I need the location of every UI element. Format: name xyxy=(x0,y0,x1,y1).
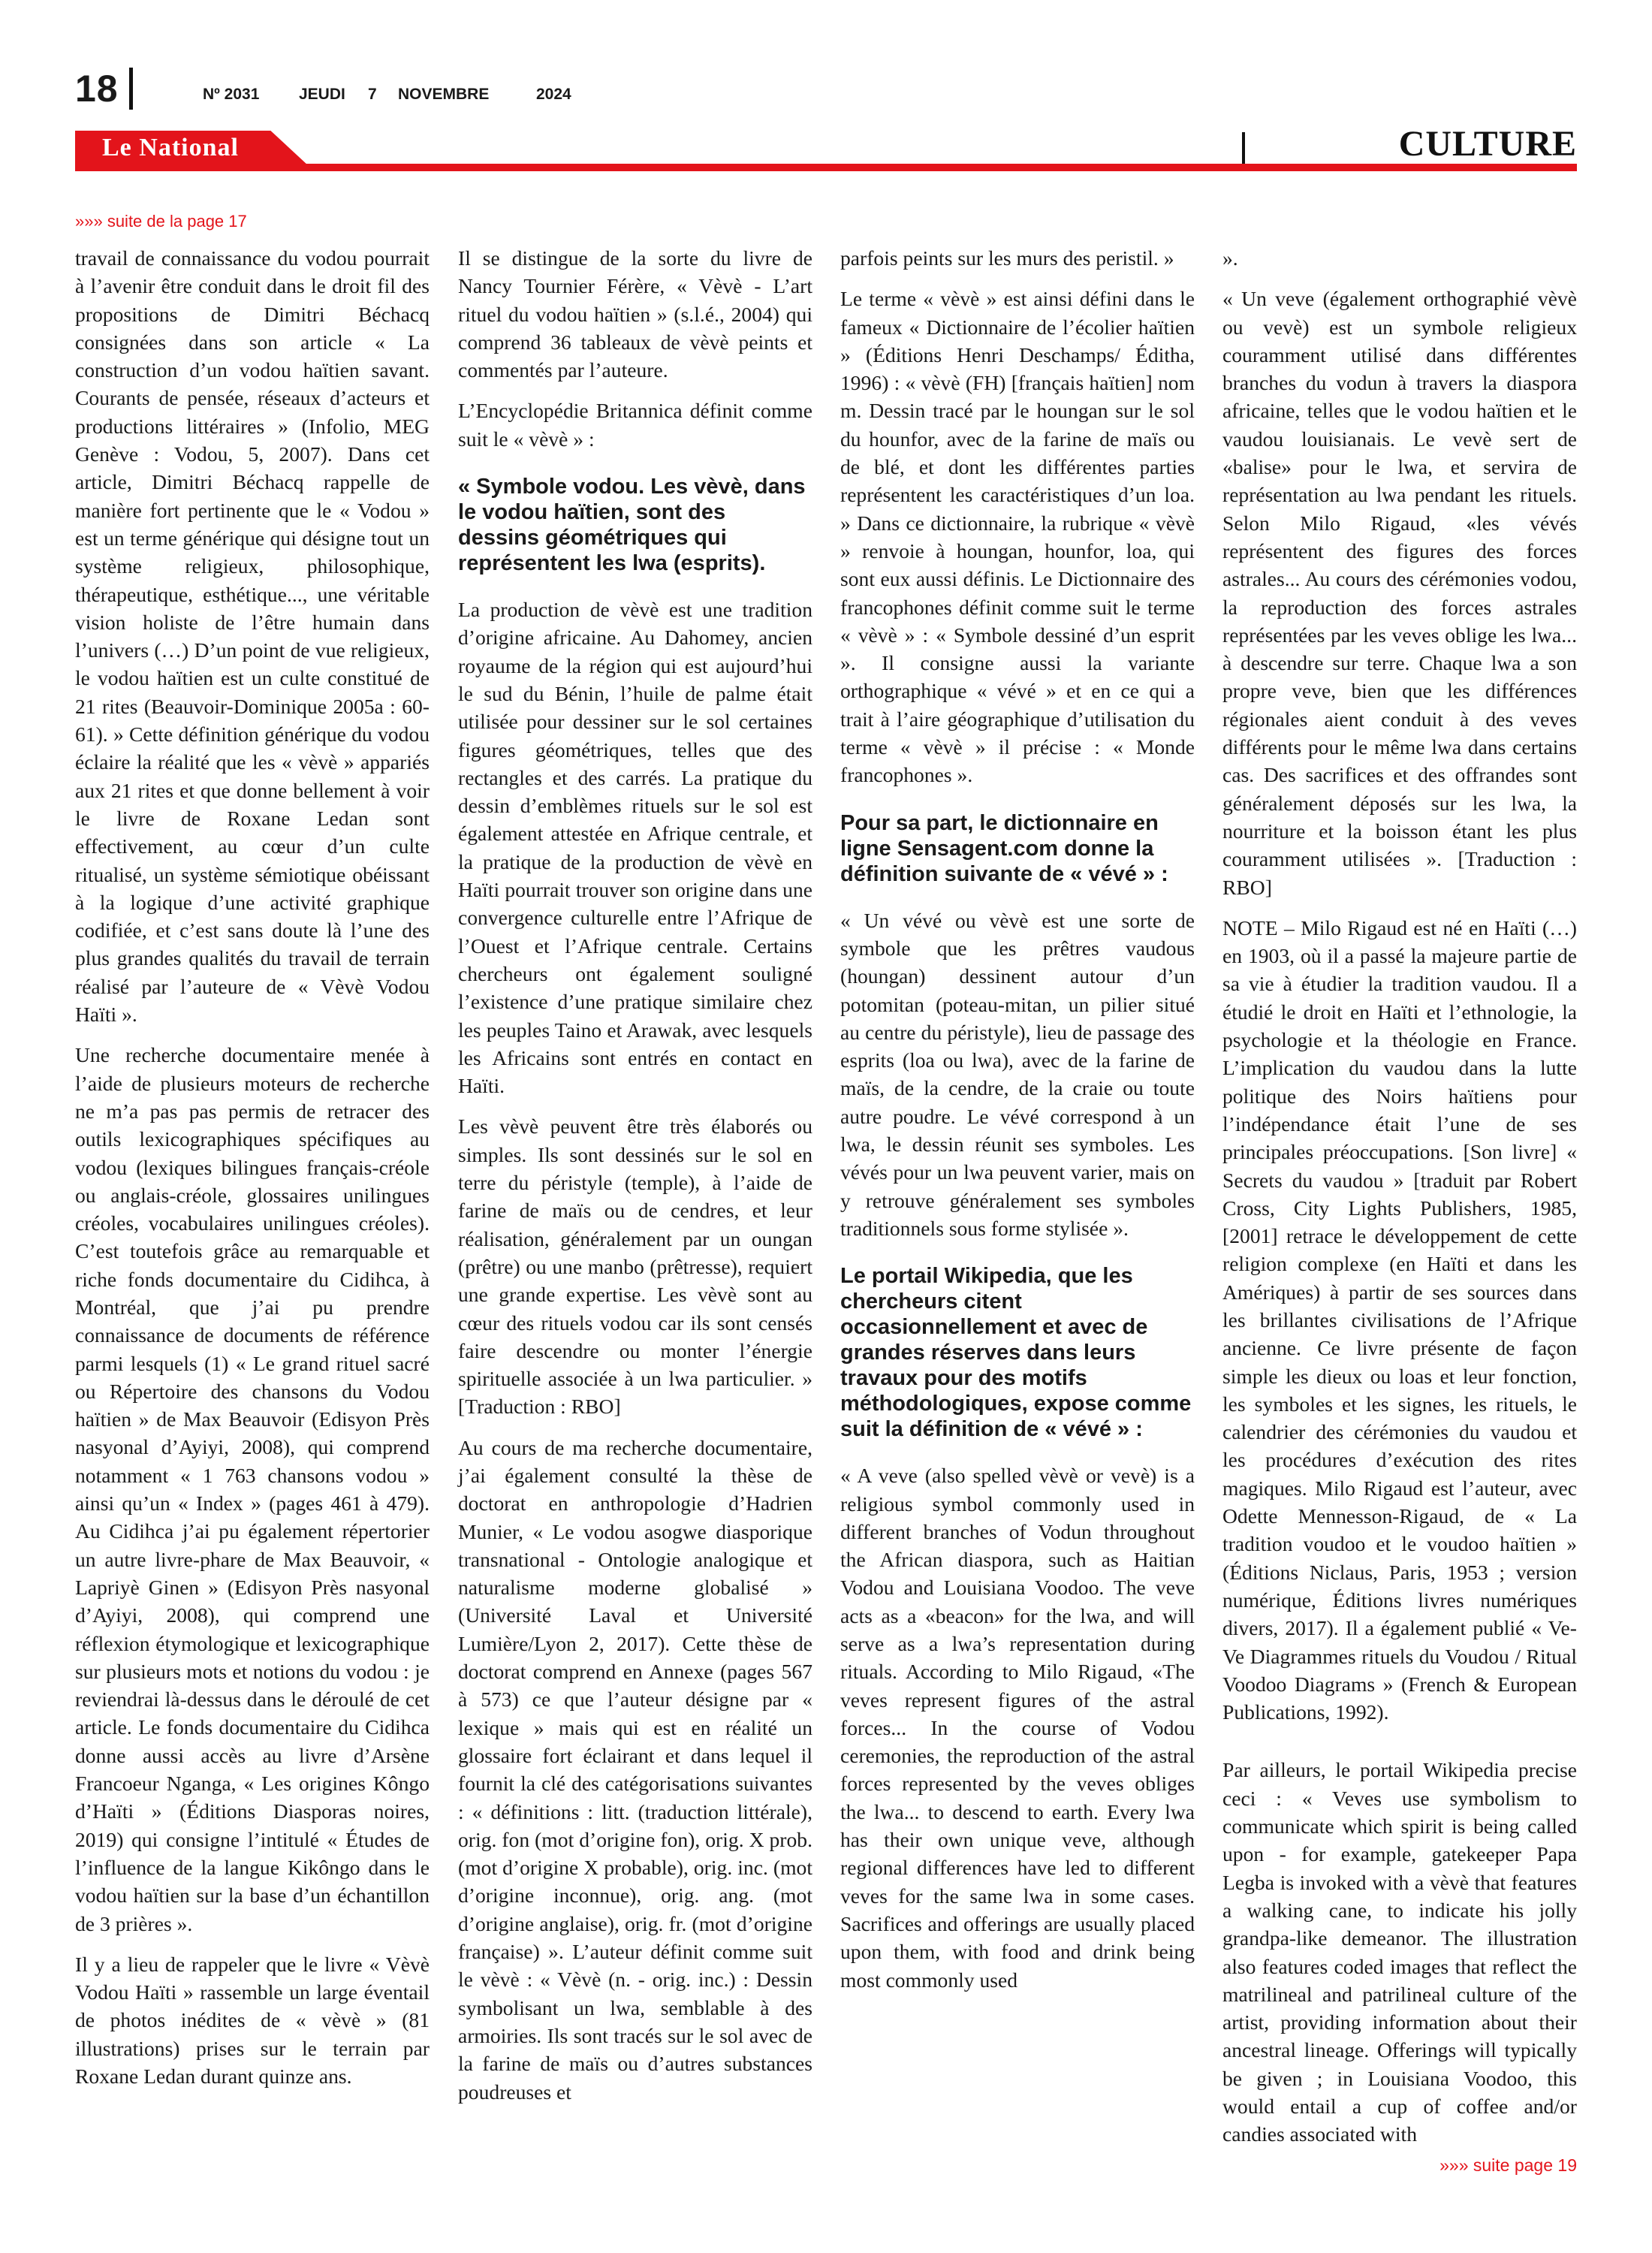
newspaper-logo: Le National xyxy=(102,134,239,161)
paragraph: « Un vévé ou vèvè est une sorte de symbole que les prêtres vaudous (houngan) dessinent autour d’un potomitan (poteau-mitan, un pilier situé au centre du péristyle), lieu de passage des esprits (loa ou lwa), avec de la farine de maïs, de la cendre, de la craie ou toute autre poudre. Le vévé correspond à un lwa, le dessin réunit ses symboles. Les vévés pour un lwa peuvent varier, mais on y retrouve généralement ses symboles traditionnels sous forme stylisée ». xyxy=(840,908,1195,1240)
page-number: 18 xyxy=(75,68,119,110)
subheading: Le portail Wikipedia, que les chercheurs citent occasionnellement et avec de grandes réserves dans leurs travaux pour des motifs méthodologiques, expose comme suit la définition de « vévé » : xyxy=(840,1264,1192,1442)
issue-day: JEUDI xyxy=(299,86,345,103)
header-rule xyxy=(75,164,1577,171)
paragraph: Il y a lieu de rappeler que le livre « Vèvè Vodou Haïti » rassemble un large éventail de photos inédites de « vèvè » (81 illustrations) prises sur le terrain par Roxane Ledan durant quinze ans. xyxy=(75,1952,430,2088)
issue-month: NOVEMBRE xyxy=(398,86,490,103)
paragraph: ». xyxy=(1222,246,1238,270)
article-column-1 xyxy=(75,244,430,2103)
continued-from-label: »»» suite de la page 17 xyxy=(75,212,247,231)
paragraph: parfois peints sur les murs des peristil. » xyxy=(840,246,1174,270)
paragraph: Une recherche documentaire menée à l’aide de plusieurs moteurs de recherche ne m’a pas pas permis de retracer des outils lexicographiques spécifiques au vodou (lexiques bilingues français-créole ou anglais-créole, glossaires unilingues créoles, vocabulaires unilingues créoles). C’est toutefois grâce au remarquable et riche fonds documentaire du Cidihca, à Montréal, que j’ai pu prendre connaissance de documents de référence parmi lesquels (1) « Le grand rituel sacré ou Répertoire des chansons du Vodou haïtien » de Max Beauvoir (Edisyon Près nasyonal d’Ayiyi, 2008), qui comprend notamment « 1 763 chansons vodou » ainsi qu’un « Index » (pages 461 à 479). Au Cidihca j’ai pu également répertorier un autre livre-phare de Max Beauvoir, « Lapriyè Ginen » (Edisyon Près nasyonal d’Ayiyi, 2008), qui comprend une réflexion étymologique et lexicographique sur plusieurs mots et notions du vodou : je reviendrai là-dessus dans le déroulé de cet article. Le fonds documentaire du Cidihca donne aussi accès au livre d’Arsène Francoeur Nganga, « Les origines Kôngo d’Haïti » (Éditions Diasporas noires, 2019) qui consigne l’intitulé « Études de l’influence de la langue Kikôngo dans le vodou haïtien sur la base d’un échantillon de 3 prières ». xyxy=(75,1043,430,1935)
page-header xyxy=(75,66,133,111)
issue-number: Nº 2031 xyxy=(203,86,260,103)
paragraph: « Un veve (également orthographié vèvè ou vevè) est un symbole religieux couramment utilisé dans différentes branches du vodun à travers la diaspora africaine, telles que le vodou haïtien et le vaudou louisianais. Le vevè sert de «balise» pour le lwa, et servira de représentation au lwa pendant les rituels. Selon Milo Rigaud, «les vévés représentent des figures des forces astrales... Au cours des cérémonies vodou, la reproduction des forces astrales représentées par les veves oblige les lwa... à descendre sur terre. Chaque lwa a son propre veve, bien que les différences régionales aient conduit à des veves différents pour le même lwa dans certains cas. Des sacrifices et des offrandes sont généralement déposés sur les lwa, la nourriture et la boisson étant les plus couramment utilisées ». [Traduction : RBO] xyxy=(1222,287,1577,899)
continued-to-label: »»» suite page 19 xyxy=(1439,2155,1577,2175)
paragraph: « A veve (also spelled vèvè or vevè) is a religious symbol commonly used in different branches of Vodun throughout the African diaspora, such as Haitian Vodou and Louisiana Voodoo. The veve acts as a «beacon» for the lwa, and will serve as a lwa’s representation during rituals. According to Milo Rigaud, «The veves represent figures of the astral forces... In the course of Vodou ceremonies, the reproduction of the astral forces represented by the veves obliges the lwa... to descend to earth. Every lwa has their own unique veve, although regional differences have led to different veves for the same lwa in some cases. Sacrifices and offerings are usually placed upon them, with food and drink being most commonly used xyxy=(840,1464,1195,1992)
paragraph: Il se distingue de la sorte du livre de Nancy Tournier Férère, « Vèvè - L’art rituel du vodou haïtien » (s.l.é., 2004) qui comprend 36 tableaux de vèvè peints et commentés par l’auteure. xyxy=(458,246,812,382)
paragraph: Les vèvè peuvent être très élaborés ou simples. Ils sont dessinés sur le sol en terre du péristyle (temple), à l’aide de farine de maïs ou de cendres, et leur réalisation, généralement par un oungan (prêtre) ou une manbo (prêtresse), requiert une grande expertise. Les vèvè sont au cœur des rituels vodou car ils sont censés faire descendre ou monter l’énergie spirituelle associée à un lwa particulier. » [Traduction : RBO] xyxy=(458,1114,812,1419)
article-column-2 xyxy=(458,244,812,2119)
paragraph: L’Encyclopédie Britannica définit comme suit le « vèvè » : xyxy=(458,399,812,451)
page-number-divider xyxy=(129,68,133,110)
section-title: CULTURE xyxy=(1398,124,1577,164)
issue-year: 2024 xyxy=(536,86,571,103)
paragraph: Le terme « vèvè » est ainsi défini dans le fameux « Dictionnaire de l’écolier haïtien » (Éditions Henri Deschamps/ Éditha, 1996) : « vèvè (FH) [français haïtien] nom m. Dessin tracé par le houngan sur le sol du hounfor, avec de la farine de maïs ou de blé, et dont les différentes parties représentent les caractéristiques d’un loa. » Dans ce dictionnaire, la rubrique « vèvè » renvoie à houngan, hounfor, loa, qui sont eux aussi définis. Le Dictionnaire des francophones définit comme suit le terme « vèvè » : « Symbole dessiné d’un esprit ». Il consigne aussi la variante orthographique « vévé » et en ce qui a trait à l’aire géographique d’utilisation du terme « vèvè » il précise : « Monde francophones ». xyxy=(840,287,1195,787)
article-column-3 xyxy=(840,244,1195,2007)
paragraph: travail de connaissance du vodou pourrait à l’avenir être conduit dans le droit fil des propositions de Dimitri Béchacq consignées dans son article « La construction d’un vodou haïtien savant. Courants de pensée, réseaux d’acteurs et productions littéraires » (Infolio, MEG Genève : Vodou, 5, 2007). Dans cet article, Dimitri Béchacq rappelle de manière fort pertinente que le « Vodou » est un terme générique qui désigne tout un système religieux, philosophique, thérapeutique, esthétique..., une véritable vision holiste de l’être humain dans l’univers (…) D’un point de vue religieux, le vodou haïtien est un culte constitué de 21 rites (Beauvoir-Dominique 2005a : 60-61). » Cette définition générique du vodou éclaire la réalité que les « vèvè » appariés aux 21 rites et que donne bellement à voir le livre de Roxane Ledan sont effectivement, au cœur d’un culte ritualisé, un système sémiotique obéissant à la logique d’une activité graphique codifiée, et c’est sans doute là l’une des plus grandes qualités du travail de terrain réalisé par l’auteure de « Vèvè Vodou Haïti ». xyxy=(75,246,430,1027)
paragraph: La production de vèvè est une tradition d’origine africaine. Au Dahomey, ancien royaume de la région qui est aujourd’hui le sud du Bénin, l’huile de palme était utilisée pour dessiner sur le sol certaines figures géométriques, telles que des rectangles et des carrés. La pratique du dessin d’emblèmes rituels sur le sol est également attestée en Afrique centrale, et la pratique de la production de vèvè en Haïti pourrait trouver son origine dans une convergence culturelle entre l’Afrique de l’Ouest et l’Afrique centrale. Certains chercheurs ont également souligné l’existence d’une pratique similaire chez les peuples Taino et Arawak, avec lesquels les Africains sont entrés en contact en Haïti. xyxy=(458,598,812,1098)
subheading: « Symbole vodou. Les vèvè, dans le vodou haïtien, sont des dessins géométriques qui représentent les lwa (esprits). xyxy=(458,475,806,576)
section-divider xyxy=(1242,132,1245,164)
issue-date-number: 7 xyxy=(368,86,377,103)
paragraph: Au cours de ma recherche documentaire, j’ai également consulté la thèse de doctorat en anthropologie d’Hadrien Munier, « Le vodou asogwe diasporique transnational - Ontologie analogique et naturalisme moderne globalisé » (Université Laval et Université Lumière/Lyon 2, 2017). Cette thèse de doctorat comprend en Annexe (pages 567 à 573) ce que l’auteur désigne par « lexique » mais qui est en réalité un glossaire fort éclairant et dans lequel il fournit la clé des catégorisations suivantes : « définitions : litt. (traduction littérale), orig. fon (mot d’origine fon), orig. X prob. (mot d’origine X probable), orig. inc. (mot d’origine inconnue), orig. ang. (mot d’origine anglaise), orig. fr. (mot d’origine française) ». L’auteur définit comme suit le vèvè : « Vèvè (n. - orig. inc.) : Dessin symbolisant un lwa, semblable à des armoiries. Ils sont tracés sur le sol avec de la farine de maïs ou d’autres substances poudreuses et xyxy=(458,1435,812,2104)
article-column-4 xyxy=(1222,244,1577,2161)
paragraph: NOTE – Milo Rigaud est né en Haïti (…) en 1903, où il a passé la majeure partie de sa vie à étudier la tradition vaudou. Il a étudié le droit en Haïti et l’ethnologie, la psychologie et la théologie en France. L’implication du vaudou dans la lutte politique des Noirs haïtiens pour l’indépendance était l’une de ses principales préoccupations. [Son livre] « Secrets du vaudou » [traduit par Robert Cross, City Lights Publishers, 1985, [2001] retrace le développement de cette religion complexe (en Haïti et dans les Amériques) à partir de ses sources dans les brillantes civilisations de l’Afrique ancienne. Ce livre présente de façon simple les dieux ou loas et leur fonction, les symboles et les signes, les rituels, le calendrier des cérémonies du vaudou et les procédures d’exécution des rites magiques. Milo Rigaud est l’auteur, avec Odette Mennesson-Rigaud, de « La tradition voudoo et le voudoo haïtien » (Éditions Niclaus, Paris, 1953 ; version numérique, Éditions livres numériques divers, 2017). Il a également publié « Ve-Ve Diagrammes rituels du Voudou / Ritual Voodoo Diagrams » (French & European Publications, 1992). xyxy=(1222,915,1577,1724)
subheading: Pour sa part, le dictionnaire en ligne Sensagent.com donne la définition suivante de « vévé » : xyxy=(840,810,1168,886)
paragraph: Par ailleurs, le portail Wikipedia precise ceci : « Veves use symbolism to communicate which spirit is being called upon - for example, gatekeeper Papa Legba is invoked with a vèvè that features a walking cane, to indicate his jolly grandpa-like demeanor. The illustration also features coded images that reflect the matrilineal and patrilineal culture of the artist, providing information about their ancestral lineage. Offerings will typically be given ; in Louisiana Voodoo, this would entail a cup of coffee and/or candies associated with xyxy=(1222,1758,1577,2146)
